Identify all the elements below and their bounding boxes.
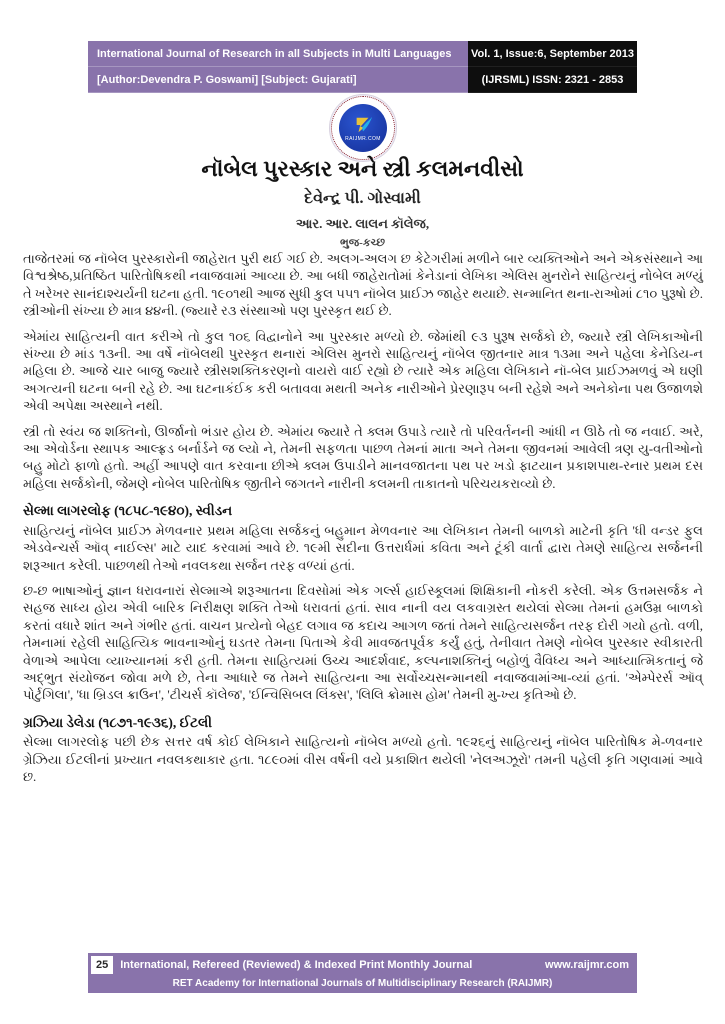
body-paragraph: સાહિત્યનું નૉબેલ પ્રાઈઝ મેળવનાર પ્રથમ મહિલા સર્જકનું બહુમાન મેળવનાર આ લેખિકાન તેમની બાળકો માટેની કૃતિ 'ધી વન્ડર ફુલ એડવેન્ચર્સ ઑવ્ નાઈલ્સ' માટે યાદ કરવામાં આવે છે. ૧૯મી સદીના ઉત્તરાર્ધમાં કવિતા અને ટૂંકી વાર્તા દ્વારા તેમણે સાહિત્ય સર્જનની શરૂઆત કરેલી. પાછળથી તેઓ નવલકથા સર્જન તરફ વળ્યાં હતાં. <box>23 522 703 573</box>
website-link[interactable]: www.raijmr.com <box>545 959 629 971</box>
article-title: નૉબેલ પુરસ્કાર અને સ્ત્રી કલમનવીસો <box>201 156 524 181</box>
footer-row-primary <box>88 953 637 977</box>
raijmr-logo-icon <box>329 94 397 162</box>
article-city: ભુજ-કચ્છ <box>339 237 386 249</box>
section-heading-selma: સેલ્મા લાગરલોફ (૧૮૫૮-૧૯૪૦), સ્વીડન <box>23 503 233 519</box>
logo-site-text: RAIJMR.COM <box>345 135 381 142</box>
article-author: દેવેન્દ્ર પી. ગોસ્વામી <box>304 190 421 207</box>
body-paragraph: સ્ત્રી તો સ્વંય જ શક્તિનો, ઊર્જાનો ભંડાર હોય છે. એમાંય જ્યારે તે ક્લમ ઉપાડે ત્યારે તો પરિવર્તનની આંધી ન ઊઠે તો જ નવાઈ. અરે, આ એવોર્ડના સ્થાપક આલ્ફ્રડ બર્નાર્ડને જ લ્યો ને, તેમની સફળતા પાછળ તેમનાં માતા અને તેમના જીવનમાં આવેલી ત્રણ યુ-વતીઓનો બહુ મોટો ફાળો હતો. અહીં આપણે વાત કરવાના છીએ ક્લમ ઉપાડીને માનવજાતના પથ પર ખડો ફાટયાન પ્રકાશપાથ-રનાર પ્રથમ દસ મહિલા સર્જકોની, જેમણે નોબેલ પારિતોષિક જીતીને જગતને નારીની કલમની તાકાતનો પરિચયકરાવ્યો છે. <box>23 423 703 491</box>
logo-inner-circle <box>339 104 387 152</box>
footer-band <box>88 953 637 993</box>
title-block <box>0 156 725 250</box>
body-paragraph: તાજેતરમાં જ નૉબેલ પુરસ્કારોની જાહેરાત પુરી થઈ ગઈ છે. અલગ-અલગ છ કેટેગરીમાં મળીને બાર વ્યક્તિઓને અને એકસંસ્થાને આ વિશ્વશ્રેષ્ઠ,પ્રતિષ્ઠિત પારિતોષિકથી નવાજવામાં આવ્યા છે. આ બધી જાહેરાતોમાં કેનેડાનાં લેખિકા એલિસ મુનરોને સાહિત્યનું નોબેલ મળ્યું તે ખરેખર સાનંદાશ્ચર્યની ઘટના હતી. ૧૯૦૧થી આજ સુધી કુલ ૫૫૧ નૉબેલ પ્રાઈઝ જાહેર થયાછે. સન્માનિત થના-રાઓમાં ૮૧૦ પુરૂષો છે. સ્ત્રીઓની સંખ્યા છે માત્ર ૪૪ની. (જ્યારે ર૩ સંસ્થાઓ પણ પુરસ્કૃત થઈ છે. <box>23 251 703 319</box>
body-paragraph: એમાંય સાહિત્યની વાત કરીએ તો કુલ ૧૦૬ વિદ્વાનોને આ પુરસ્કાર મળ્યો છે. જેમાંથી ૯૩ પુરૂષ સર્જકો છે, જ્યારે સ્ત્રી લેખિકાઓની સંખ્યા છે માંડ ૧૩ની. આ વર્ષે નૉબેલથી પુરસ્કૃત થનારાં એલિસ મુનરો સાહિત્યનું નૉબેલ જીતનાર માત્ર ૧૩મા અને પહેલા કેનેડિય-ન મહિલા છે. આજે ચાર બાજુ જ્યારે સ્ત્રીસશક્તિકરણનો વાયરો વાઈ રહ્યો છે ત્યારે એક મહિલા લેખિકાને નૉ-બેલ પ્રાઈઝમળવું એ ઘણી અગત્યની ઘટના બની રહે છે. આ ઘટનાકંઈક કરી બતાવવા મથતી અનેક નારીઓને પ્રેરણારૂપ બની રહેશે અને અનેકોના પથ ઉજાળશે એવી અપેક્ષા અસ્થાને નથી. <box>23 328 703 414</box>
issn-line: (IJRSML) ISSN: 2321 - 2853 <box>468 67 637 93</box>
logo-outer-ring <box>331 96 395 160</box>
header-band <box>88 41 637 93</box>
footer-journal-label: International, Refereed (Reviewed) & Indexed Print Monthly Journal <box>120 959 473 971</box>
body-paragraph: સેલ્મા લાગરલોફ પછી છેક સત્તર વર્ષ કોઈ લેખિકાને સાહિત્યનો નૉબેલ મળ્યો હતો. ૧૯૨૬નું સાહિત્યનું નૉબેલ પારિતોષિક મે-ળવનાર ગ્રેઝિયા ઈટલીનાં પ્રખ્યાત નવલકથાકાર હતા. ૧૮૯૦માં વીસ વર્ષની વયે પ્રકાશિત થયેલી 'નેલઅઝૂરો' તમની પહેલી કૃતિ ગણવામાં આવે છ. <box>23 734 703 784</box>
journal-title: International Journal of Research in all Subjects in Multi Languages <box>88 41 468 67</box>
body-paragraph: છ-છ ભાષાઓનું જ્ઞાન ધરાવનારાં સેલ્માએ શરૂઆતના દિવસોમાં એક ગર્લ્સ હાઈસ્કૂલમાં શિક્ષિકાની નોકરી કરેલી. એક ઉત્તમસર્જક ને સહજ સાધ્ય હોય એવી બારિક નિરીક્ષણ શક્તિ તેઓ ધરાવતાં હતાં. સાવ નાની વય લકવાગ્રસ્ત થયેલાં સેલ્મા તેમનાં હમઉમ્ર બાળકો કરતાં વધારે શાંત અને ગંભીર હતાં. વાચન પ્રત્યેનો બેહદ લગાવ જ કદાચ આગળ જતાં તેમને સાહિત્યસર્જન તરફ દોરી ગયો હતો. વળી, તેમનામાં રહેલી સાહિત્યિક ભાવનાઓનું ઘડતર તેમના પિતાએ કેવી માવજતપૂર્વક કર્યું હતું, તેનીવાત તેમણે નોબેલ પુરસ્કાર સ્વીકારતી વેળાએ આપેલા વ્યાખ્યાનમાં કરી હતી. તેમના સાહિત્યમાં ઉચ્ચ આદર્શવાદ, કલ્પનાશક્તિનું બહોળું વૈવિધ્ય અને આધ્યાત્મિકતાનું જે અદ્ભુત સંયોજન જોવા મળે છે, તેના આધારે જ તેમને સાહિત્યના આ સર્વોચ્ચસન્માનથી નવાજવામાંઆ-વ્યાં હતાં. 'એમ્પેરર્સ ઑવ્ પોર્ટુગિલા', 'ધા બ્રિડલ ક્રાઉન', 'ટીચર્સ કૉલેજ', 'ઈન્વિસિબલ લિંક્સ', 'લિલિ ક્રોમાસ હોમ' તેમની મુ-ખ્ય કૃતિઓ છે. <box>23 582 703 703</box>
article-body <box>23 250 703 793</box>
volume-issue: Vol. 1, Issue:6, September 2013 <box>468 41 637 67</box>
page-number: 25 <box>91 956 113 974</box>
article-affiliation: આર. આર. લાલન કૉલેજ, <box>295 216 430 231</box>
footer-academy-line: RET Academy for International Journals of Multidisciplinary Research (RAIJMR) <box>172 978 553 989</box>
section-heading-grazia: ગ્રઝિયા ડેલેડા (૧૮૭૧-૧૯૩૬), ઈટલી <box>23 714 213 730</box>
author-subject: [Author:Devendra P. Goswami] [Subject: Gujarati] <box>88 67 468 93</box>
logo-mark-icon <box>352 115 374 135</box>
